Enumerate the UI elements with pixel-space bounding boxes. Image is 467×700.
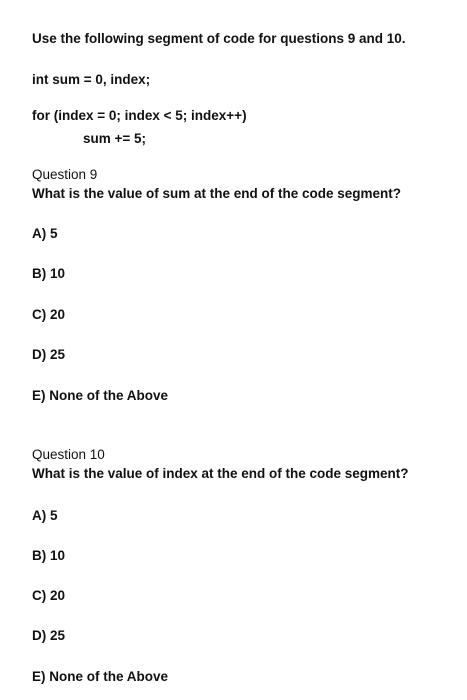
intro-text: Use the following segment of code for questions 9 and 10. <box>32 31 406 46</box>
question-10-option-c: C) 20 <box>32 588 66 603</box>
code-loop-body: sum += 5; <box>83 131 147 146</box>
question-9-option-d: D) 25 <box>32 347 66 362</box>
question-10-option-a: A) 5 <box>32 508 58 523</box>
question-9-option-a: A) 5 <box>32 226 58 241</box>
question-10-option-d: D) 25 <box>32 628 66 643</box>
code-loop: for (index = 0; index < 5; index++) <box>32 108 247 123</box>
question-9-label: Question 9 <box>32 167 98 182</box>
question-9-option-c: C) 20 <box>32 307 66 322</box>
code-declaration: int sum = 0, index; <box>32 72 151 87</box>
question-10-text: What is the value of index at the end of the code segment? <box>32 466 409 481</box>
question-9-option-b: B) 10 <box>32 266 66 281</box>
question-9-option-e: E) None of the Above <box>32 388 169 403</box>
question-10-option-b: B) 10 <box>32 548 66 563</box>
question-9-text: What is the value of sum at the end of the code segment? <box>32 186 402 201</box>
question-10-option-e: E) None of the Above <box>32 669 169 684</box>
question-10-label: Question 10 <box>32 447 105 462</box>
